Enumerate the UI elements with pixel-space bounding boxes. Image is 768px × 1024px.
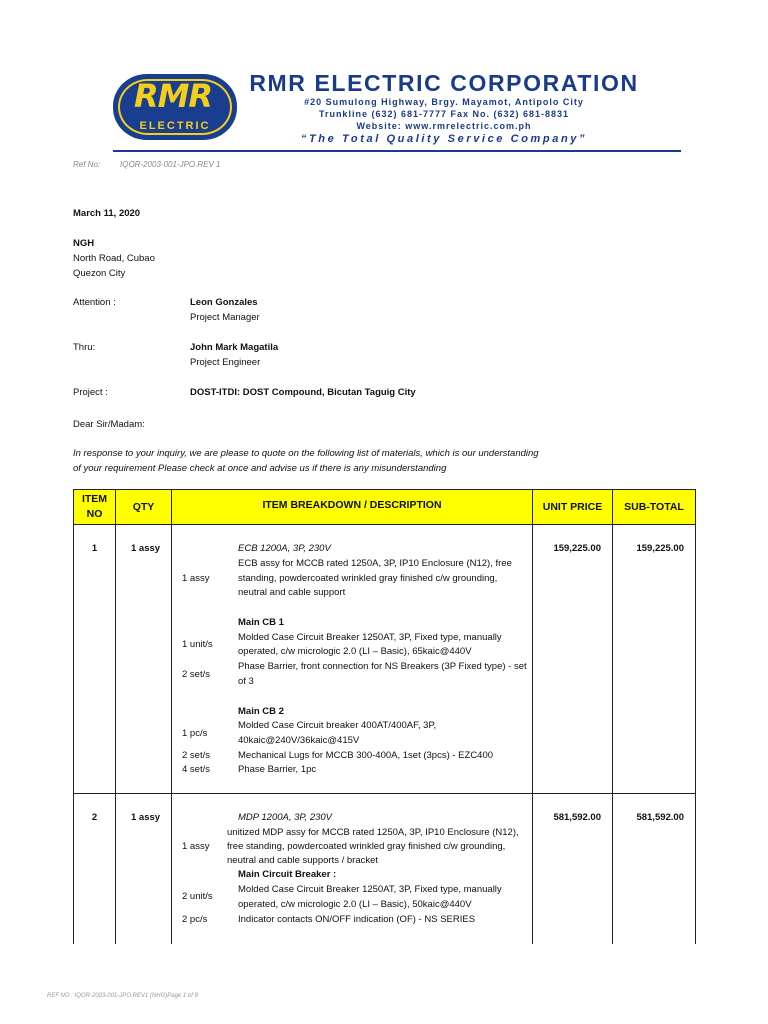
item-qty: 1 assy (131, 543, 161, 554)
header-no: NO (86, 508, 103, 520)
project-label: Project : (73, 387, 108, 398)
intro-line: of your requirement Please check at once and advise us if there is any misunderstanding (73, 463, 447, 474)
item-title: MDP 1200A, 3P, 230V (238, 812, 333, 823)
item-qty: 1 assy (131, 812, 161, 823)
line-desc: Indicator contacts ON/OFF indication (OF) - NS SERIES (238, 914, 476, 925)
line-desc: neutral and cable supports / bracket (227, 855, 379, 866)
ref-value: IQOR-2003-001-JPO.REV 1 (120, 160, 221, 169)
line-desc: operated, c/w micrologic 2.0 (LI – Basic), 65kaic@440V (238, 646, 472, 657)
company-tagline: “The Total Quality Service Company” (300, 133, 588, 145)
intro-line: In response to your inquiry, we are please to quote on the following list of materials, which is our understanding (73, 448, 539, 459)
line-desc: operated, c/w micrologic 2.0 (LI – Basic), 50kaic@440V (238, 899, 472, 910)
line-qty: 2 set/s (182, 750, 210, 761)
letterhead-rule (113, 150, 681, 152)
salutation: Dear Sir/Madam: (73, 419, 145, 430)
line-desc: free standing, powdercoated wrinkled gray finished c/w grounding, (227, 841, 506, 852)
table-border (73, 524, 696, 525)
subsection-title: Main Circuit Breaker : (238, 869, 337, 880)
line-desc: unitized MDP assy for MCCB rated 1250A, 3P, IP10 Enclosure (N12), (227, 827, 519, 838)
subtotal: 581,592.00 (636, 812, 684, 823)
header-subtotal: SUB-TOTAL (624, 501, 684, 513)
item-no: 1 (91, 543, 98, 554)
line-desc: neutral and cable support (238, 587, 346, 598)
item-title: ECB 1200A, 3P, 230V (238, 543, 331, 554)
logo-rmr-text: RMR (133, 77, 213, 115)
company-address: #20 Sumulong Highway, Brgy. Mayamot, Antipolo City (304, 97, 584, 107)
ref-label: Ref No: (73, 160, 101, 169)
table-border (171, 489, 172, 944)
recipient-line: NGH (73, 238, 95, 249)
line-qty: 1 pc/s (182, 728, 208, 739)
recipient-line: Quezon City (73, 268, 126, 279)
line-qty: 2 unit/s (182, 891, 213, 902)
header-unit-price: UNIT PRICE (542, 501, 603, 513)
company-name: RMR ELECTRIC CORPORATION (249, 70, 639, 96)
unit-price: 581,592.00 (553, 812, 601, 823)
company-website: Website: www.rmrelectric.com.ph (356, 121, 532, 131)
table-border (612, 489, 613, 944)
attention-name: Leon Gonzales (190, 297, 258, 308)
line-desc: Molded Case Circuit Breaker 1250AT, 3P, Fixed type, manually (238, 884, 502, 895)
line-qty: 1 assy (182, 841, 210, 852)
line-desc: Phase Barrier, front connection for NS Breakers (3P Fixed type) - set (238, 661, 527, 672)
line-desc: Phase Barrier, 1pc (238, 764, 317, 775)
table-border (695, 489, 696, 944)
item-no: 2 (91, 812, 98, 823)
thru-title: Project Engineer (190, 357, 261, 368)
company-phones: Trunkline (632) 681-7777 Fax No. (632) 681-8831 (318, 109, 570, 119)
table-border (532, 489, 533, 944)
header-description: ITEM BREAKDOWN / DESCRIPTION (262, 499, 442, 511)
thru-label: Thru: (73, 342, 96, 353)
line-qty: 2 pc/s (182, 914, 208, 925)
line-qty: 2 set/s (182, 669, 210, 680)
table-border (73, 489, 74, 944)
line-qty: 4 set/s (182, 764, 210, 775)
line-desc: standing, powdercoated wrinkled gray finished c/w grounding, (238, 573, 498, 584)
subtotal: 159,225.00 (636, 543, 684, 554)
project-value: DOST-ITDI: DOST Compound, Bicutan Taguig City (190, 387, 416, 398)
header-qty: QTY (132, 501, 155, 513)
line-desc: Molded Case Circuit Breaker 1250AT, 3P, Fixed type, manually (238, 632, 502, 643)
company-logo (113, 74, 237, 140)
logo-electric-text: ELECTRIC (139, 120, 211, 132)
table-border (73, 489, 696, 490)
table-border (115, 489, 116, 944)
line-desc: ECB assy for MCCB rated 1250A, 3P, IP10 Enclosure (N12), free (238, 558, 512, 569)
line-qty: 1 unit/s (182, 639, 213, 650)
subsection-title: Main CB 1 (238, 617, 284, 628)
line-qty: 1 assy (182, 573, 210, 584)
header-item: ITEM (81, 493, 108, 505)
thru-name: John Mark Magatila (190, 342, 279, 353)
letter-date: March 11, 2020 (73, 208, 141, 219)
line-desc: 40kaic@240V/36kaic@415V (238, 735, 360, 746)
page-footer: REF NO : IQOR-2003-001-JPO.REV1 (NHG)Page 1 of 8 (47, 993, 198, 999)
attention-label: Attention : (73, 297, 116, 308)
table-border (73, 793, 696, 794)
unit-price: 159,225.00 (553, 543, 601, 554)
line-desc: Mechanical Lugs for MCCB 300-400A, 1set (3pcs) - EZC400 (238, 750, 494, 761)
subsection-title: Main CB 2 (238, 706, 284, 717)
recipient-line: North Road, Cubao (73, 253, 155, 264)
line-desc: Molded Case Circuit breaker 400AT/400AF, 3P, (238, 720, 437, 731)
line-desc: of 3 (238, 676, 254, 687)
attention-title: Project Manager (190, 312, 260, 323)
